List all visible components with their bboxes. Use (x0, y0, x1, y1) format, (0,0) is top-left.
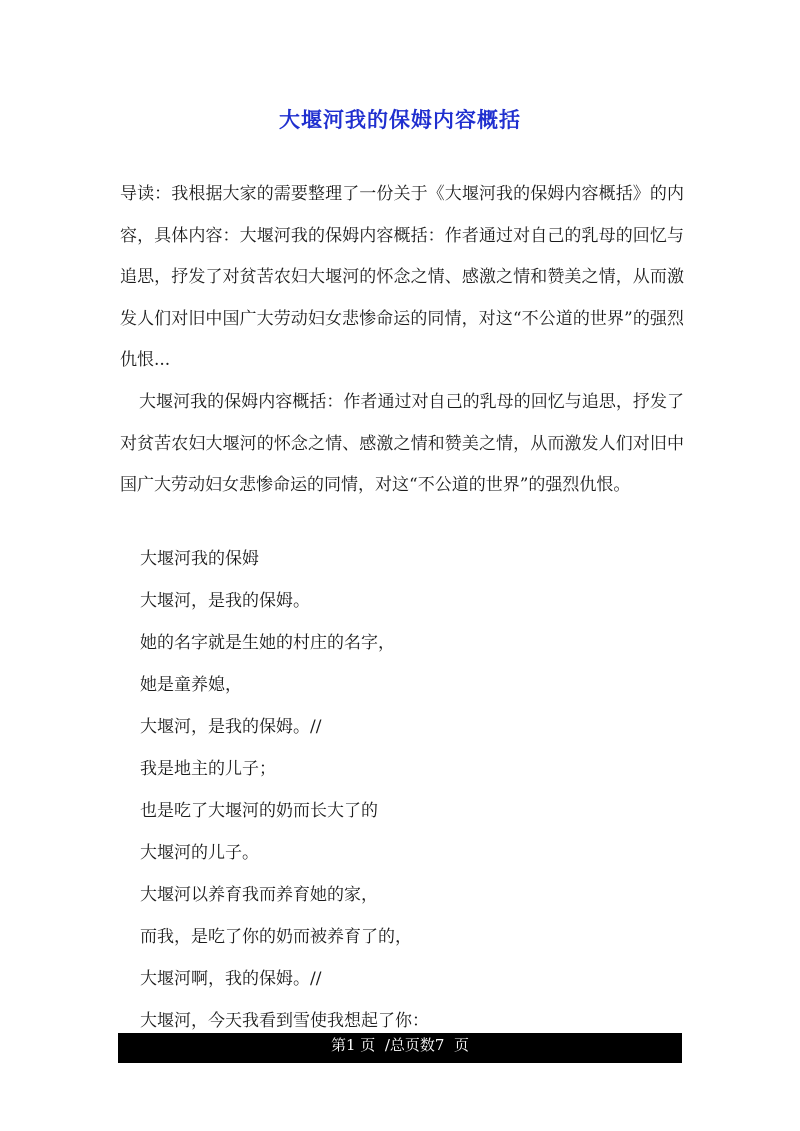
poem-line: 也是吃了大堰河的奶而长大了的 (140, 801, 378, 821)
poem-line: 我是地主的儿子； (140, 759, 276, 779)
poem-line: 大堰河以养育我而养育她的家， (140, 885, 378, 905)
poem-line: 她的名字就是生她的村庄的名字， (140, 633, 395, 653)
intro-paragraph: 导读：我根据大家的需要整理了一份关于《大堰河我的保姆内容概括》的内容，具体内容：大堰河我的保姆内容概括：作者通过对自己的乳母的回忆与追思，抒发了对贫苦农妇大堰河的怀念之情、感激之情和赞美之情，从而激发人们对旧中国广大劳动妇女悲惨命运的同情，对这“不公道的世界”的强烈仇恨... (120, 184, 684, 371)
document-title: 大堰河我的保姆内容概括 (279, 108, 521, 132)
poem-line: 大堰河我的保姆 (140, 549, 259, 569)
poem-line: 大堰河的儿子。 (140, 843, 259, 863)
poem-line: 大堰河，是我的保姆。 (140, 591, 310, 611)
poem-excerpt (140, 538, 680, 1042)
poem-line: 大堰河啊，我的保姆。// (140, 969, 322, 989)
summary-paragraph: 大堰河我的保姆内容概括：作者通过对自己的乳母的回忆与追思，抒发了对贫苦农妇大堰河的怀念之情、感激之情和赞美之情，从而激发人们对旧中国广大劳动妇女悲惨命运的同情，对这“不公道的世界”的强烈仇恨。 (120, 391, 684, 496)
poem-line: 大堰河，是我的保姆。// (140, 717, 322, 737)
poem-line: 而我，是吃了你的奶而被养育了的， (140, 927, 412, 947)
page-number-indicator: 第1 页 /总页数7 页 (331, 1036, 469, 1054)
poem-line: 她是童养媳， (140, 675, 242, 695)
page-footer-bar (118, 1033, 682, 1063)
document-body (120, 174, 684, 507)
poem-line: 大堰河，今天我看到雪使我想起了你： (140, 1011, 429, 1031)
